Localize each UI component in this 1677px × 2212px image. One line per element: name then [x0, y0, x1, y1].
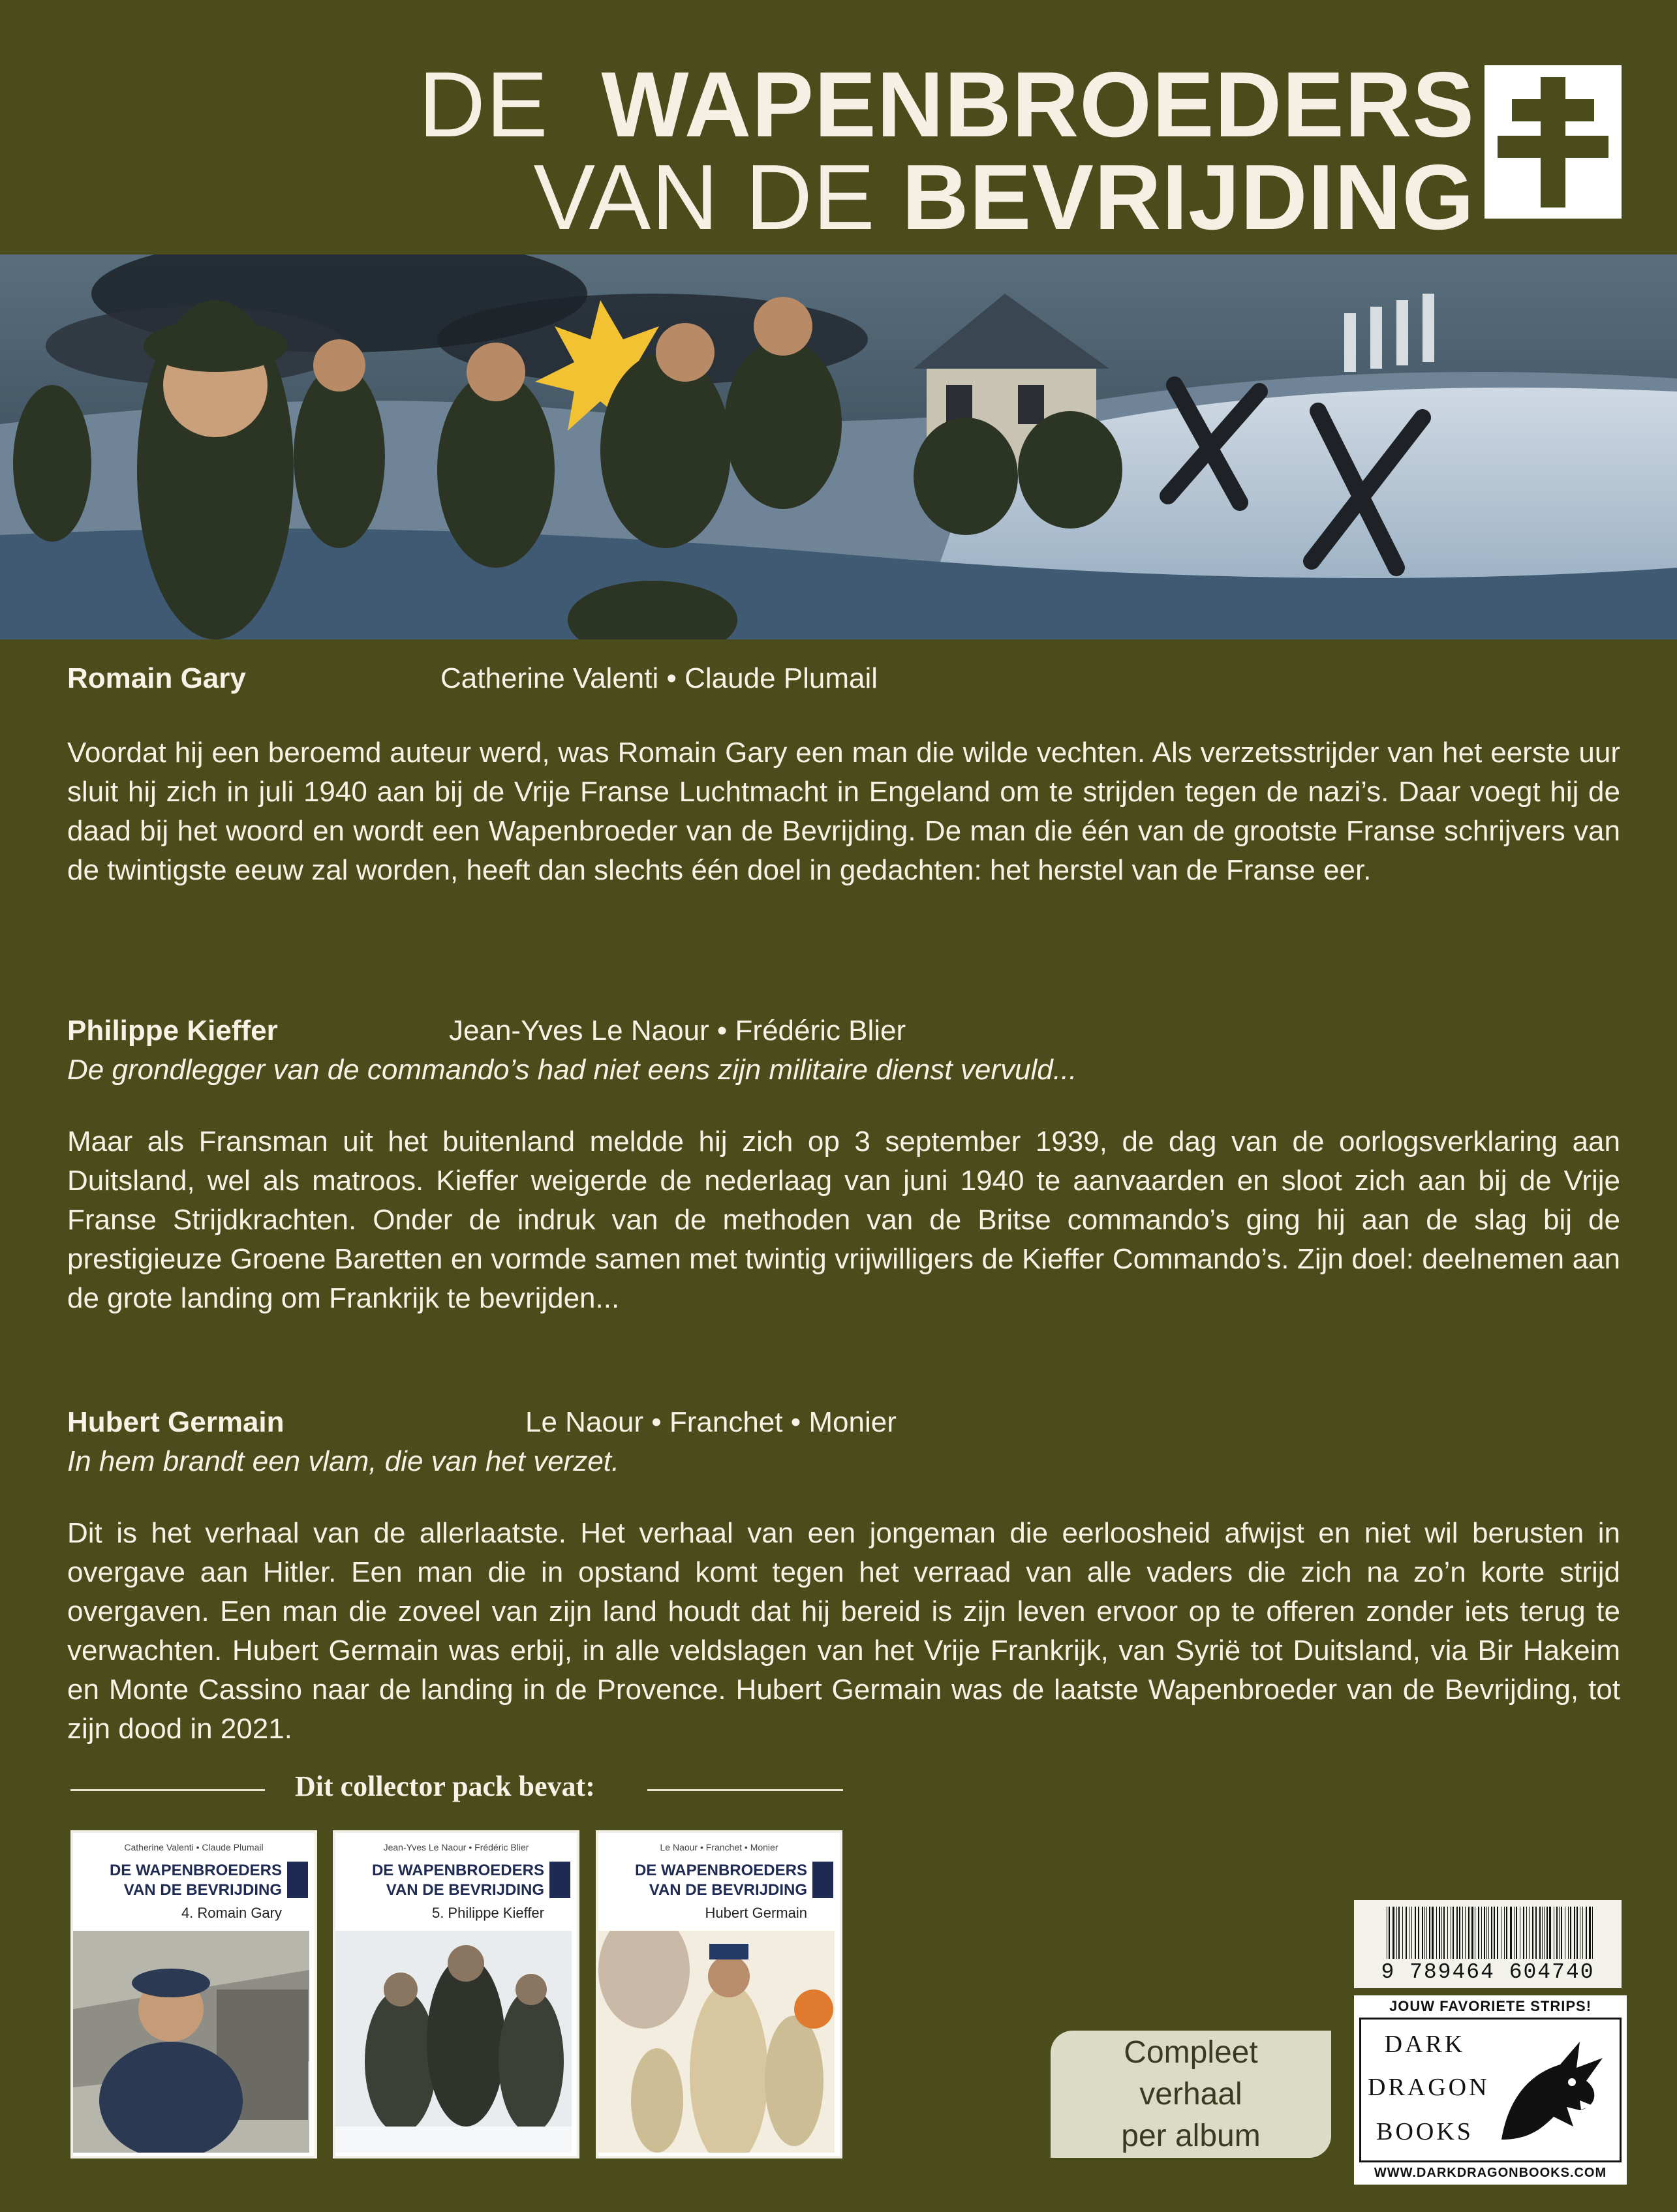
album-cover-romain-gary[interactable] — [70, 1830, 317, 2158]
barcode-bar — [1432, 1907, 1434, 1959]
cover-artwork — [598, 1931, 840, 2156]
cover-header — [598, 1833, 840, 1931]
barcode-bar — [1453, 1907, 1454, 1959]
barcode-bar — [1516, 1907, 1517, 1959]
barcode-bar — [1436, 1907, 1437, 1959]
barcode-bar — [1481, 1907, 1482, 1959]
title-line-1-thin: DE — [418, 53, 549, 157]
barcode-bar — [1456, 1907, 1458, 1959]
barcode-bar — [1494, 1907, 1495, 1959]
barcode-bar — [1561, 1907, 1562, 1959]
barcode-bar — [1389, 1907, 1390, 1959]
barcode-bar — [1443, 1907, 1445, 1959]
barcode-bar — [1504, 1907, 1505, 1959]
dragon-head-icon — [1488, 2029, 1612, 2153]
barcode-bar — [1568, 1907, 1569, 1959]
section-body: Dit is het verhaal van de allerlaatste. Het verhaal van een jongeman die eerloosheid afwijst en niet wil berusten in overgave aan Hitler. Een man die in opstand komt tegen het verraad van alle vaders die zich na zo’n korte strijd overgaven. Een man die zoveel van zijn land houdt dat hij bereid is zijn leven ervoor op te offeren zonder iets terug te verwachten. Hubert Germain was erbij, in alle veldslagen van het Vrije Frankrijk, van Syrië tot Duitsland, via Bir Hakeim en Monte Cassino naar de landing in de Provence. Hubert Germain was de laatste Wapenbroeder van de Bevrijding, tot zijn dood in 2021. — [67, 1517, 1620, 1745]
cross-of-lorraine-icon — [549, 1862, 570, 1898]
barcode-bar — [1523, 1907, 1524, 1959]
barcode-bar — [1411, 1907, 1412, 1959]
title-line-2 — [533, 146, 1475, 249]
barcode-bar — [1406, 1907, 1407, 1959]
publisher-word-dark: DARK — [1384, 2031, 1466, 2058]
barcode-bar — [1506, 1907, 1507, 1959]
barcode-bar — [1526, 1907, 1527, 1959]
badge-line-1: Compleet — [1124, 2035, 1258, 2070]
cover-credits: Catherine Valenti • Claude Plumail — [124, 1842, 264, 1852]
divider-right — [647, 1789, 843, 1791]
section-hubert-germain — [67, 1403, 1620, 1749]
cover-header — [73, 1833, 315, 1931]
cover-title-line-2: VAN DE BEVRIJDING — [386, 1881, 544, 1899]
barcode-bar — [1459, 1907, 1460, 1959]
barcode-bar — [1582, 1907, 1583, 1959]
barcode-bars — [1354, 1904, 1622, 1963]
cover-subtitle: Hubert Germain — [705, 1905, 807, 1921]
barcode-bar — [1422, 1907, 1423, 1959]
cover-artwork — [73, 1931, 315, 2156]
title-line-2-thin: VAN DE — [533, 146, 876, 249]
barcode-bar — [1471, 1907, 1473, 1959]
section-authors: Catherine Valenti • Claude Plumail — [440, 662, 878, 694]
barcode-bar — [1439, 1907, 1440, 1959]
barcode-bar — [1510, 1907, 1512, 1959]
barcode-bar — [1484, 1907, 1485, 1959]
cover-credits: Le Naour • Franchet • Monier — [660, 1842, 778, 1852]
section-tagline: De grondlegger van de commando’s had niet eens zijn militaire dienst vervuld... — [67, 1054, 1077, 1086]
title-line-1 — [418, 53, 1475, 157]
barcode-bar — [1491, 1907, 1492, 1959]
barcode-bar — [1592, 1907, 1593, 1959]
section-name: Philippe Kieffer — [67, 1015, 278, 1047]
barcode-bar — [1546, 1907, 1548, 1959]
barcode-bar — [1549, 1907, 1551, 1959]
title-line-1-bold: WAPENBROEDERS — [601, 53, 1475, 157]
publisher-word-books: BOOKS — [1376, 2118, 1473, 2145]
publisher-logo — [1359, 2018, 1622, 2162]
cover-subtitle: 5. Philippe Kieffer — [431, 1905, 544, 1921]
cover-artwork — [335, 1931, 577, 2156]
barcode-bar — [1539, 1907, 1541, 1959]
section-tagline: In hem brandt een vlam, die van het verzet. — [67, 1445, 620, 1477]
barcode-bar — [1589, 1907, 1591, 1959]
cover-subtitle: 4. Romain Gary — [181, 1905, 282, 1921]
cover-title-line-2: VAN DE BEVRIJDING — [649, 1881, 807, 1899]
isbn-barcode — [1354, 1900, 1622, 1988]
barcode-bar — [1429, 1907, 1430, 1959]
barcode-bar — [1396, 1907, 1397, 1959]
barcode-bar — [1535, 1907, 1537, 1959]
section-body: Maar als Fransman uit het buitenland meldde hij zich op 3 september 1939, de dag van de oorlogsverklaring aan Duitsland, wel als matroos. Kieffer weigerde de nederlaag van juni 1940 te aanvaarden en sloot zich aan bij de Vrije Franse Strijdkrachten. Onder de indruk van de methoden van de Britse commando’s ging hij aan de slag bij de prestigieuze Groene Baretten en vormde samen met twintig vrijwilligers de Kieffer Commando’s. Zijn doel: deelnemen aan de grote landing om Frankrijk te bevrijden... — [67, 1126, 1620, 1314]
battle-illustration-banner — [0, 254, 1677, 639]
barcode-bar — [1532, 1907, 1533, 1959]
barcode-number: 9 789464 604740 — [1381, 1960, 1595, 1984]
series-title — [418, 52, 1475, 249]
barcode-bar — [1418, 1907, 1419, 1959]
barcode-bar — [1574, 1907, 1575, 1959]
barcode-bar — [1488, 1907, 1489, 1959]
barcode-bar — [1556, 1907, 1558, 1959]
barcode-bar — [1570, 1907, 1571, 1959]
cross-of-lorraine-icon — [812, 1862, 833, 1898]
barcode-bar — [1514, 1907, 1515, 1959]
barcode-bar — [1542, 1907, 1543, 1959]
barcode-bar — [1426, 1907, 1427, 1959]
barcode-bar — [1424, 1907, 1425, 1959]
section-philippe-kieffer — [67, 1011, 1620, 1318]
cross-of-lorraine-icon — [1485, 65, 1622, 219]
divider-left — [70, 1789, 265, 1791]
cross-of-lorraine-icon — [287, 1862, 308, 1898]
barcode-bar — [1392, 1907, 1394, 1959]
complete-story-badge — [1051, 2031, 1331, 2158]
barcode-bar — [1465, 1907, 1466, 1959]
section-body: Voordat hij een beroemd auteur werd, was Romain Gary een man die wilde vechten. Als verzetsstrijder van het eerste uur sluit hij zich in juli 1940 aan bij de Vrije Franse Luchtmacht in Engeland om te strijden tegen de nazi’s. Daar voegt hij de daad bij het woord en wordt een Wapenbroeder van de Bevrijding. De man die één van de grootste Franse schrijvers van de twintigste eeuw zal worden, heeft dan slechts één doel in gedachten: het herstel van de Franse eer. — [67, 737, 1620, 886]
section-authors: Le Naour • Franchet • Monier — [525, 1406, 897, 1438]
publisher-word-dragon: DRAGON — [1368, 2074, 1490, 2101]
barcode-bar — [1468, 1907, 1469, 1959]
cover-title-line-1: DE WAPENBROEDERS — [371, 1862, 544, 1879]
album-cover-hubert-germain[interactable] — [596, 1830, 842, 2158]
badge-line-3: per album — [1121, 2119, 1261, 2153]
cover-title-line-1: DE WAPENBROEDERS — [634, 1862, 807, 1879]
cover-title-line-2: VAN DE BEVRIJDING — [123, 1881, 282, 1899]
barcode-bar — [1577, 1907, 1578, 1959]
section-name: Hubert Germain — [67, 1406, 285, 1438]
barcode-bar — [1586, 1907, 1587, 1959]
barcode-bar — [1529, 1907, 1530, 1959]
barcode-bar — [1447, 1907, 1448, 1959]
cover-header — [335, 1833, 577, 1931]
barcode-bar — [1462, 1907, 1463, 1959]
barcode-bar — [1486, 1907, 1487, 1959]
publisher-logo-block — [1354, 1995, 1627, 2185]
barcode-bar — [1544, 1907, 1545, 1959]
section-name: Romain Gary — [67, 662, 246, 694]
barcode-bar — [1415, 1907, 1416, 1959]
barcode-bar — [1478, 1907, 1479, 1959]
barcode-bar — [1497, 1907, 1498, 1959]
barcode-bar — [1441, 1907, 1442, 1959]
collector-pack-label: Dit collector pack bevat: — [295, 1770, 595, 1802]
section-authors: Jean-Yves Le Naour • Frédéric Blier — [449, 1015, 906, 1047]
badge-line-2: verhaal — [1139, 2077, 1242, 2112]
album-cover-philippe-kieffer[interactable] — [333, 1830, 579, 2158]
publisher-url: WWW.DARKDRAGONBOOKS.COM — [1374, 2166, 1607, 2180]
cover-credits: Jean-Yves Le Naour • Frédéric Blier — [383, 1842, 529, 1852]
title-line-2-bold: BEVRIJDING — [902, 146, 1475, 249]
barcode-bar — [1398, 1907, 1400, 1959]
cover-title-line-1: DE WAPENBROEDERS — [109, 1862, 282, 1879]
barcode-bar — [1559, 1907, 1560, 1959]
barcode-bar — [1402, 1907, 1403, 1959]
section-romain-gary — [67, 659, 1620, 890]
publisher-slogan: JOUW FAVORIETE STRIPS! — [1389, 1998, 1592, 2014]
